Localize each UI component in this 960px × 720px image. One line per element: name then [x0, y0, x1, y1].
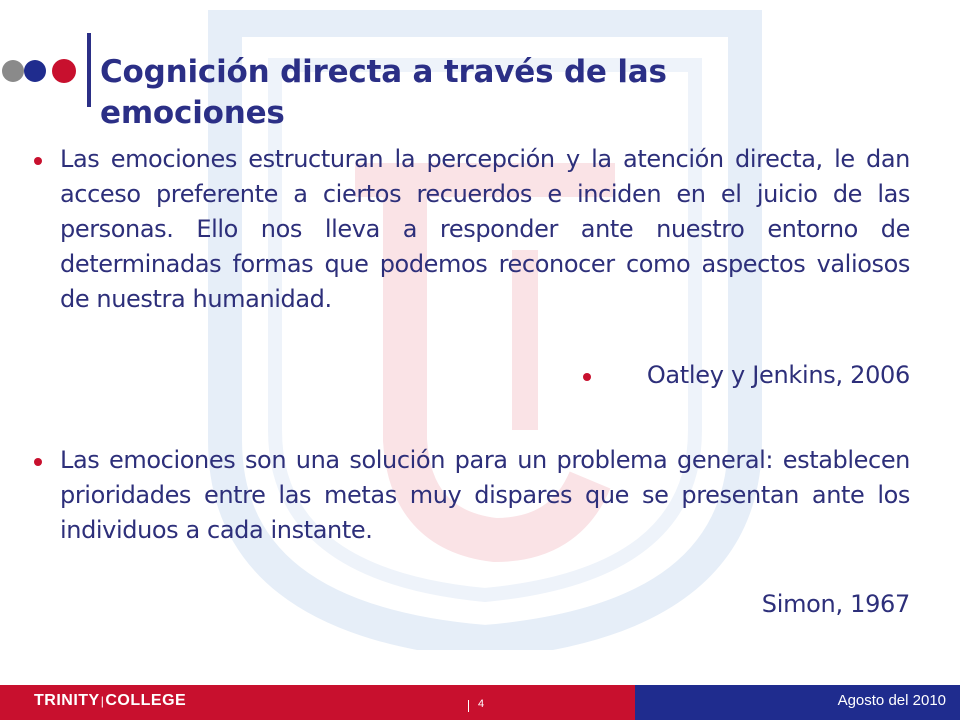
citation-1: Oatley y Jenkins, 2006 — [646, 361, 910, 389]
grey-dot-icon — [2, 60, 24, 82]
footer-brand — [34, 692, 186, 710]
brand-separator: | — [100, 694, 105, 708]
paragraph-2: Las emociones son una solución para un problema general: establecen prioridades entre las metas muy dispares que se presentan ante los individuos a cada instante. — [60, 446, 910, 544]
title-divider — [87, 33, 91, 107]
navy-dot-icon — [24, 60, 46, 82]
bullet-icon — [34, 157, 42, 165]
brand-trinity: TRINITY — [34, 692, 100, 709]
page-separator — [468, 700, 469, 712]
citation-2: Simon, 1967 — [761, 590, 910, 618]
footer-date: Agosto del 2010 — [837, 692, 946, 709]
page-number: 4 — [478, 698, 485, 710]
brand-college: COLLEGE — [105, 692, 187, 709]
paragraph-1: Las emociones estructuran la percepción y la atención directa, le dan acceso preferente a ciertos recuerdos e inciden en el juicio de las personas. Ello nos lleva a responder ante nuestro entorno de determinadas formas que podemos reconocer como aspectos valiosos de nuestra humanidad. — [60, 145, 910, 313]
slide-title: Cognición directa a través de las emociones — [100, 54, 667, 131]
bullet-icon — [583, 373, 591, 381]
bullet-icon — [34, 458, 42, 466]
red-dot-icon — [52, 59, 76, 83]
